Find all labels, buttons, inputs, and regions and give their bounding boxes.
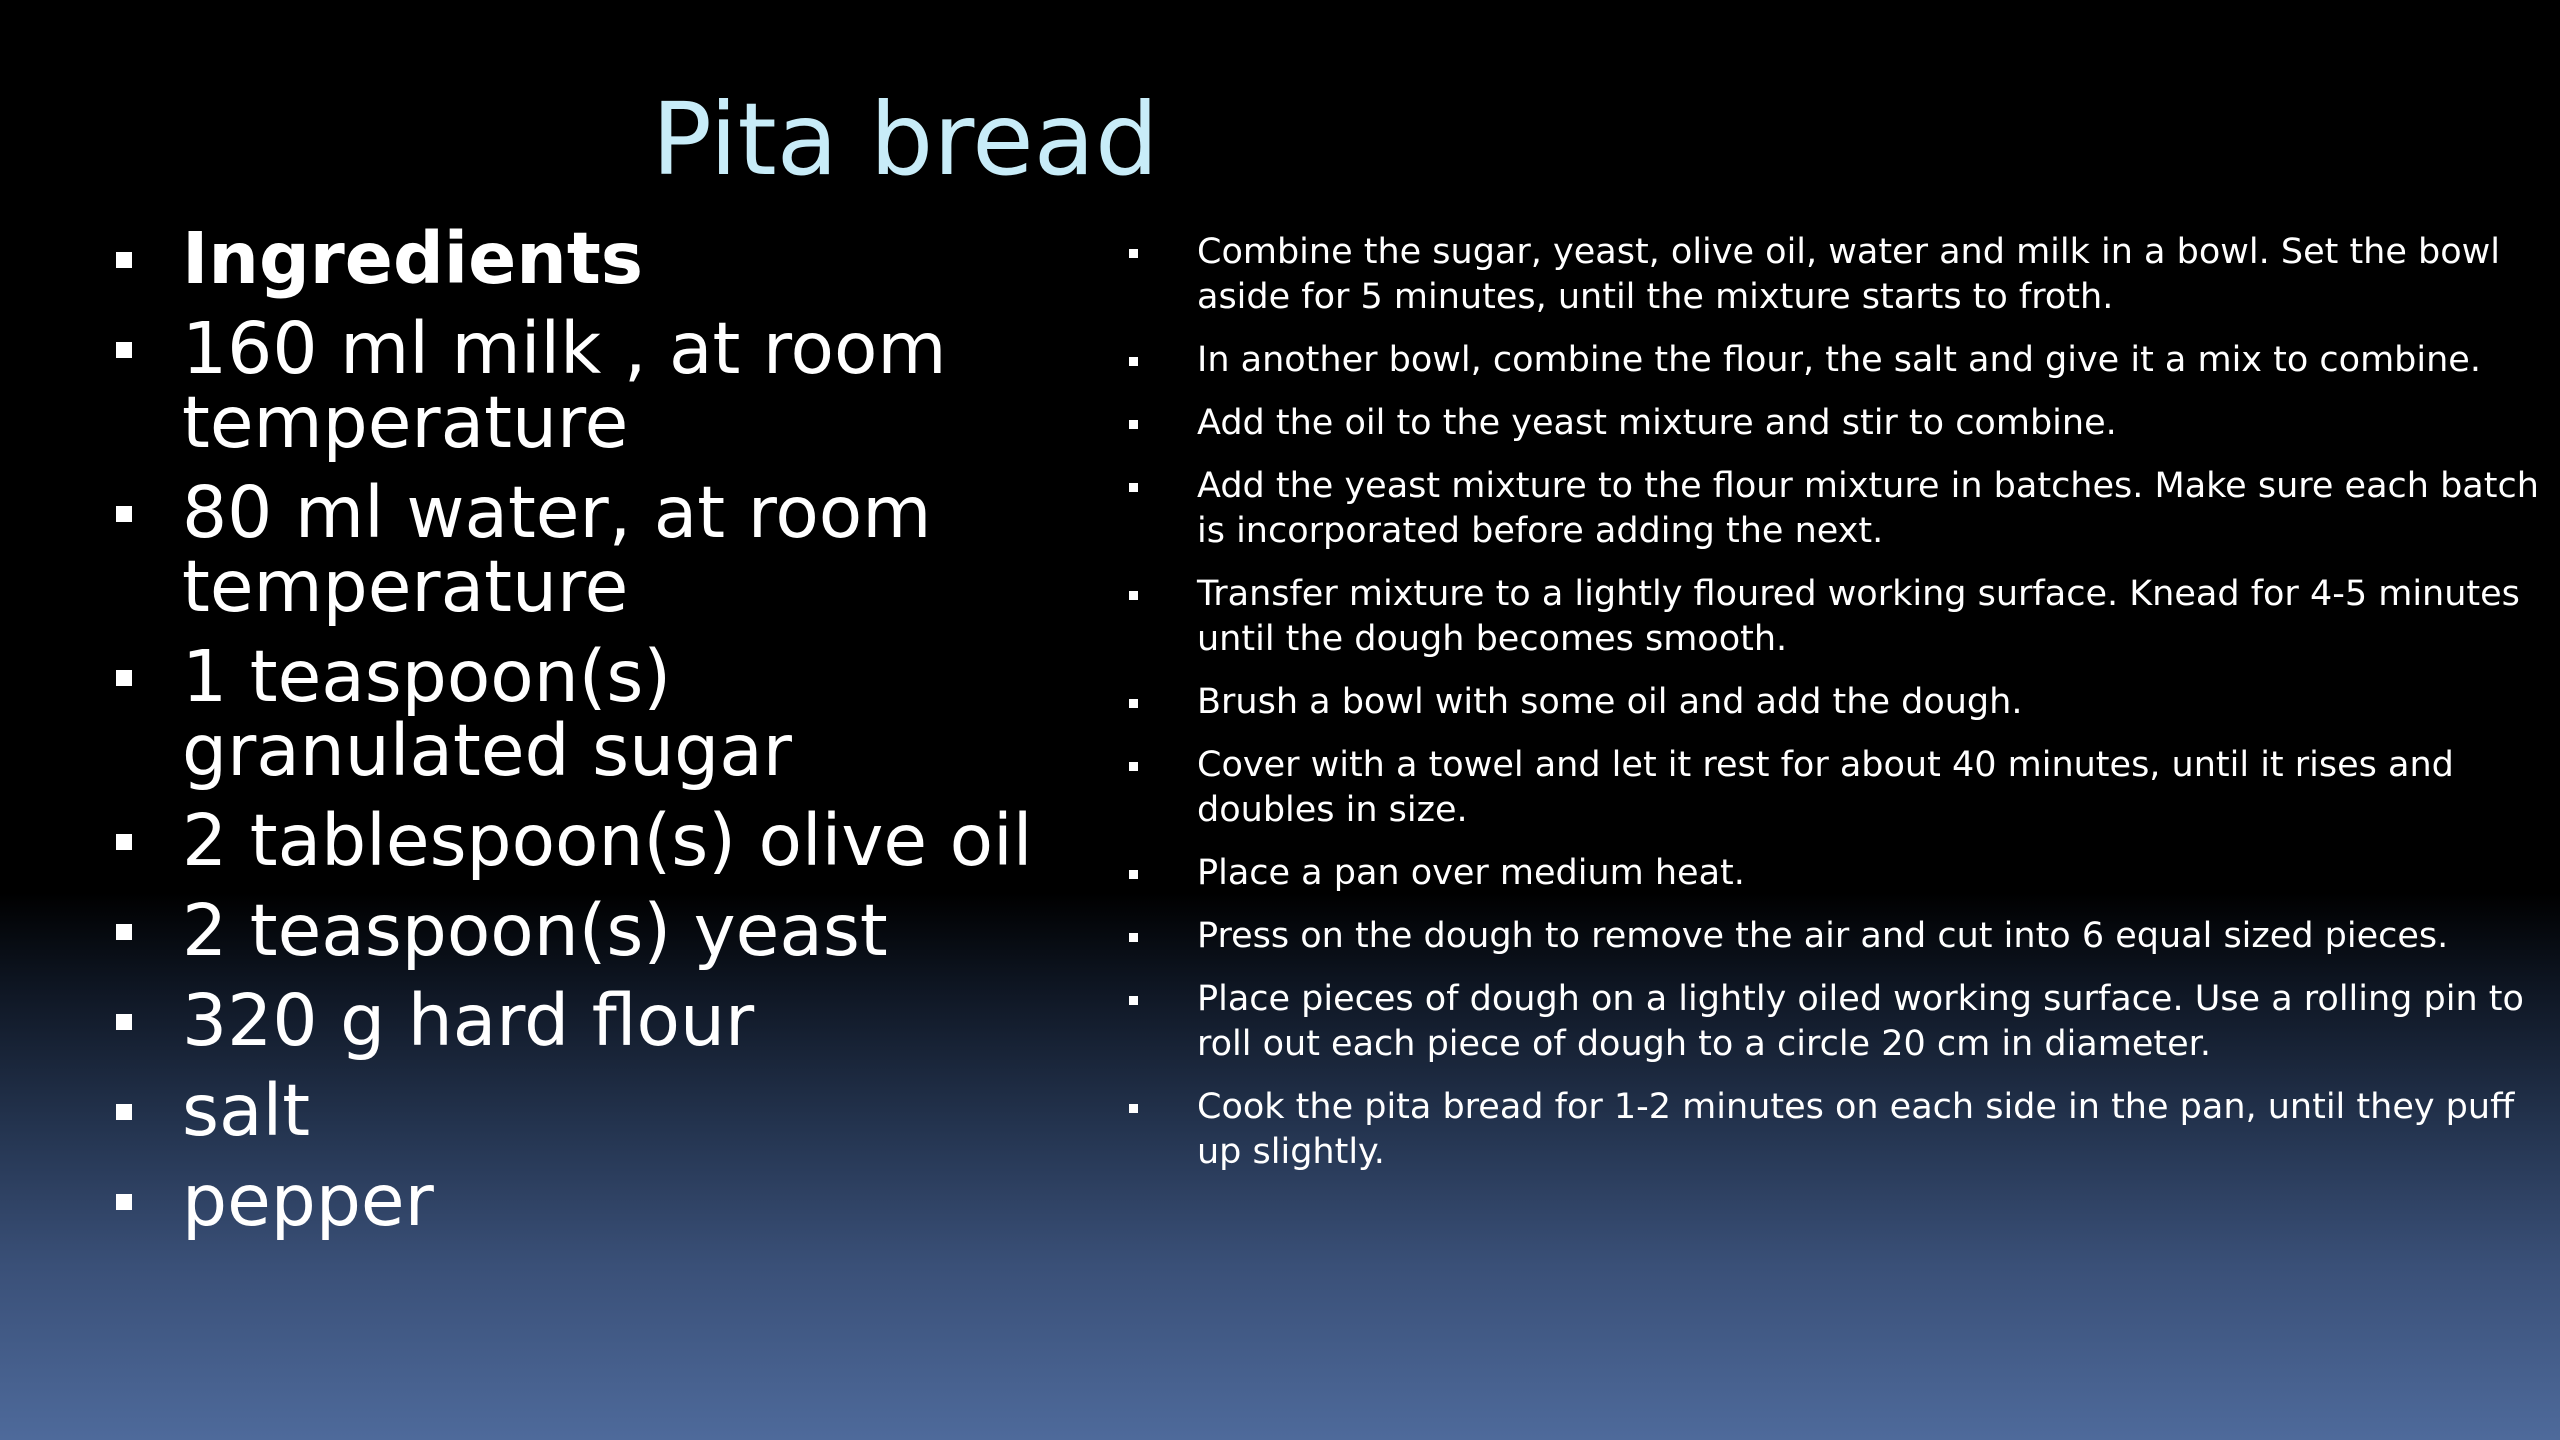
square-bullet-icon — [116, 252, 132, 268]
step-text: Cover with a towel and let it rest for about 40 minutes, until it rises and doubles in size. — [1197, 745, 2454, 830]
square-bullet-icon — [1129, 249, 1138, 258]
ingredient-item — [110, 1159, 1070, 1242]
slide-title: Pita bread — [651, 81, 1159, 198]
step-text: Place a pan over medium heat. — [1197, 853, 1745, 893]
square-bullet-icon — [116, 670, 132, 686]
square-bullet-icon — [116, 1014, 132, 1030]
square-bullet-icon — [1129, 483, 1138, 492]
step-item — [1125, 851, 2545, 896]
step-text: Combine the sugar, yeast, olive oil, water and milk in a bowl. Set the bowl aside for 5 minutes, until the mixture starts to froth. — [1197, 232, 2500, 317]
step-item — [1125, 572, 2545, 662]
step-item — [1125, 914, 2545, 959]
ingredient-item — [110, 471, 1070, 628]
ingredient-item — [110, 799, 1070, 882]
square-bullet-icon — [1129, 420, 1138, 429]
square-bullet-icon — [116, 834, 132, 850]
square-bullet-icon — [1129, 870, 1138, 879]
square-bullet-icon — [1129, 1104, 1138, 1113]
step-text: Add the yeast mixture to the flour mixture in batches. Make sure each batch is incorporated before adding the next. — [1197, 466, 2539, 551]
square-bullet-icon — [1129, 591, 1138, 600]
ingredients-list — [110, 217, 1070, 1254]
step-item — [1125, 1085, 2545, 1175]
ingredient-text: Ingredients — [182, 217, 644, 300]
square-bullet-icon — [116, 1194, 132, 1210]
step-item — [1125, 464, 2545, 554]
ingredient-text: 160 ml milk , at room temperature — [182, 307, 947, 464]
square-bullet-icon — [116, 924, 132, 940]
step-item — [1125, 680, 2545, 725]
square-bullet-icon — [1129, 933, 1138, 942]
step-item — [1125, 401, 2545, 446]
step-text: Cook the pita bread for 1-2 minutes on each side in the pan, until they puff up slightly. — [1197, 1087, 2515, 1172]
step-text: Transfer mixture to a lightly floured working surface. Knead for 4-5 minutes until the dough becomes smooth. — [1197, 574, 2520, 659]
ingredient-item — [110, 979, 1070, 1062]
step-item — [1125, 977, 2545, 1067]
ingredient-text: 2 teaspoon(s) yeast — [182, 889, 888, 972]
square-bullet-icon — [1129, 357, 1138, 366]
ingredient-text: 320 g hard flour — [182, 979, 755, 1062]
ingredient-text: 2 tablespoon(s) olive oil — [182, 799, 1033, 882]
step-item — [1125, 230, 2545, 320]
square-bullet-icon — [1129, 699, 1138, 708]
square-bullet-icon — [116, 506, 132, 522]
square-bullet-icon — [116, 342, 132, 358]
ingredient-text: pepper — [182, 1159, 434, 1242]
ingredient-item — [110, 1069, 1070, 1152]
step-text: Place pieces of dough on a lightly oiled working surface. Use a rolling pin to roll out each piece of dough to a circle 20 cm in diameter. — [1197, 979, 2524, 1064]
step-item — [1125, 338, 2545, 383]
step-item — [1125, 743, 2545, 833]
ingredient-item — [110, 307, 1070, 464]
ingredient-text: 80 ml water, at room temperature — [182, 471, 932, 628]
step-text: Press on the dough to remove the air and cut into 6 equal sized pieces. — [1197, 916, 2449, 956]
step-text: Brush a bowl with some oil and add the dough. — [1197, 682, 2023, 722]
step-text: Add the oil to the yeast mixture and stir to combine. — [1197, 403, 2117, 443]
step-text: In another bowl, combine the flour, the salt and give it a mix to combine. — [1197, 340, 2481, 380]
ingredient-item — [110, 889, 1070, 972]
steps-list — [1125, 230, 2545, 1193]
ingredients-heading — [110, 217, 1070, 300]
square-bullet-icon — [116, 1104, 132, 1120]
square-bullet-icon — [1129, 762, 1138, 771]
ingredient-text: salt — [182, 1069, 311, 1152]
square-bullet-icon — [1129, 996, 1138, 1005]
ingredient-text: 1 teaspoon(s) granulated sugar — [182, 635, 792, 792]
ingredient-item — [110, 635, 1070, 792]
